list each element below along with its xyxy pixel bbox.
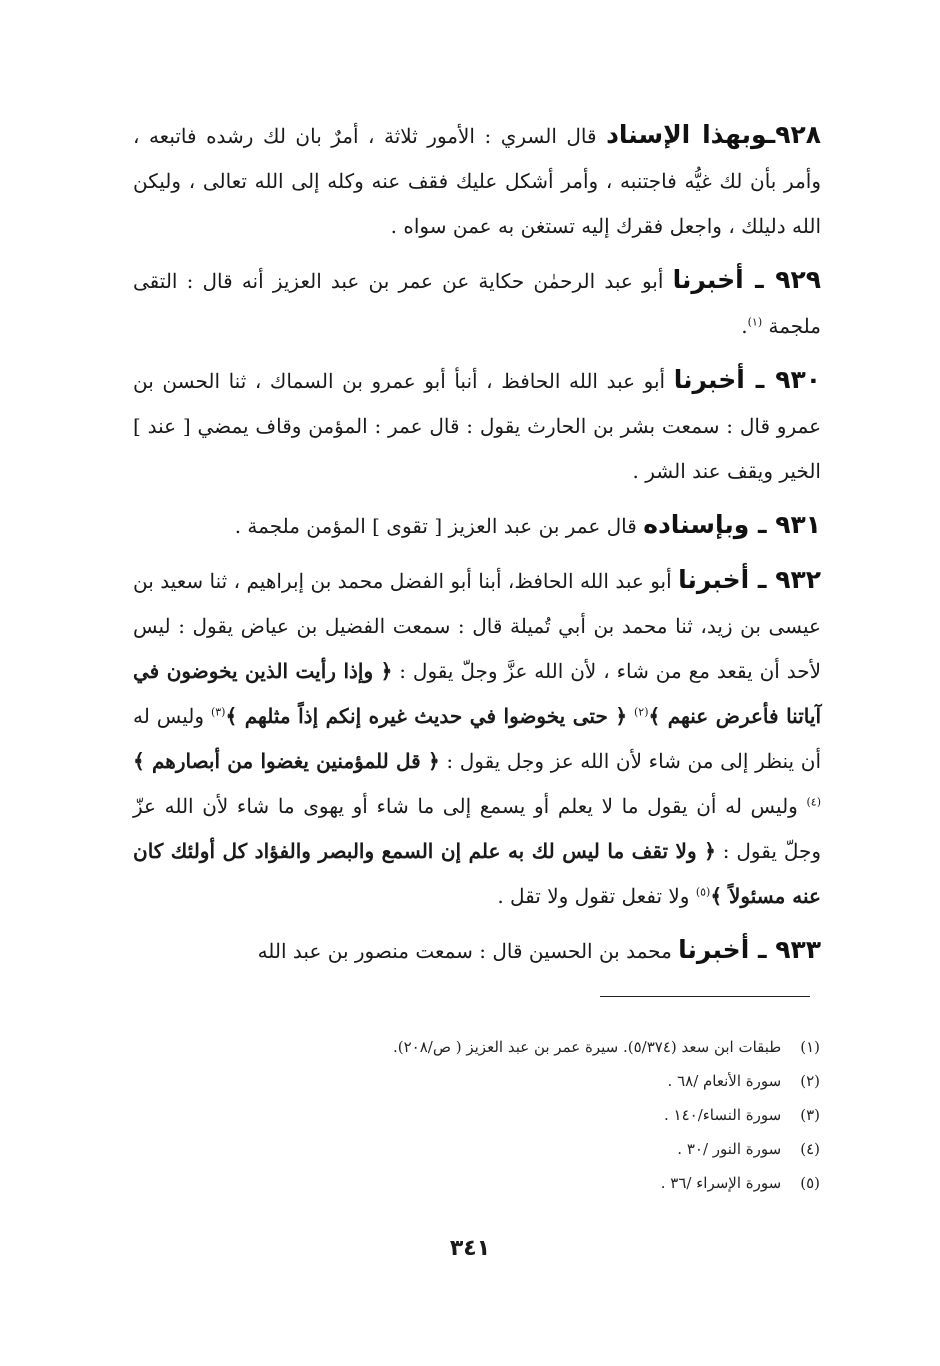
entry-heading: ٩٣٢ ـ أخبرنا <box>678 565 821 594</box>
footnote-ref: (٢) <box>633 705 649 719</box>
footnote-text: طبقات ابن سعد (٥/٣٧٤). سيرة عمر بن عبد العزيز ( ص/٢٠٨). <box>392 1038 782 1056</box>
footnote-text: سورة النساء/١٤٠ . <box>663 1106 782 1124</box>
entry-text: وليس له أن يقول ما لا يعلم أو يسمع إلى ما شاء أو يهوى ما شاء لأن الله عزّ وجلّ يقول : <box>133 794 822 863</box>
paragraph-930 <box>133 357 821 494</box>
entry-heading: ٩٢٨ـوبهذا الإسناد <box>606 120 821 149</box>
paragraph-932 <box>133 557 821 919</box>
entry-heading: ٩٣١ ـ وبإسناده <box>643 510 821 539</box>
entry-text: أبو عبد الله الحافظ، أبنا أبو الفضل محمد بن إبراهيم ، ثنا سعيد بن عيسى بن زيد، ثنا محمد بن أبي تُميلة قال : سمعت الفضيل بن عياض يقول : ليس لأحد أن يقعد مع من شاء ، لأن الله عزَّ وجلّ يقول : <box>133 569 821 683</box>
footnotes <box>300 1032 820 1202</box>
footnote-item <box>300 1066 820 1100</box>
entry-heading: ٩٣٠ ـ أخبرنا <box>673 365 821 394</box>
entry-text: وليس له أن ينظر إلى من شاء لأن الله عز وجل يقول : <box>133 704 822 773</box>
entry-text: محمد بن الحسين قال : سمعت منصور بن عبد الله <box>257 939 672 963</box>
paragraph-928 <box>133 112 821 249</box>
entry-text: أبو عبد الله الحافظ ، أنبأ أبو عمرو بن السماك ، ثنا الحسن بن عمرو قال : سمعت بشر بن الحارث يقول : قال عمر : المؤمن وقاف يمضي [ عند ] الخير ويقف عند الشر . <box>133 369 821 483</box>
entry-text: قال السري : الأمور ثلاثة ، أمرٌ بان لك رشده فاتبعه ، وأمر بأن لك غيُّه فاجتنبه ، وأمر أشكل عليك فقف عنه وكله إلى الله تعالى ، وليكن الله دليلك ، واجعل فقرك إليه تستغن به عمن سواه . <box>133 124 821 238</box>
footnote-number: (١) <box>800 1038 820 1056</box>
footnote-number: (٢) <box>800 1072 820 1090</box>
main-text <box>133 112 821 982</box>
footnote-text: سورة الإسراء /٣٦ . <box>660 1174 782 1192</box>
paragraph-933 <box>133 927 821 974</box>
footnote-text: سورة النور /٣٠ . <box>677 1140 782 1158</box>
quran-quote: ﴿ حتى يخوضوا في حديث غيره إنكم إذاً مثلهم ﴾ <box>225 704 628 728</box>
footnote-ref: (٥) <box>695 885 711 899</box>
entry-text: أبو عبد الرحمٰن حكاية عن عمر بن عبد العزيز أنه قال : التقى ملجمة <box>133 269 821 338</box>
footnote-number: (٤) <box>800 1140 820 1158</box>
entry-heading: ٩٣٣ ـ أخبرنا <box>678 935 821 964</box>
quran-quote: ﴿ قل للمؤمنين يغضوا من أبصارهم ﴾ <box>133 749 440 773</box>
paragraph-931 <box>133 502 821 549</box>
entry-heading: ٩٢٩ ـ أخبرنا <box>672 265 822 294</box>
footnote-ref: (١) <box>747 315 763 329</box>
quran-quote: ﴿ وإذا رأيت الذين يخوضون في آياتنا فأعرض عنهم ﴾ <box>133 659 821 728</box>
footnote-item <box>300 1134 820 1168</box>
footnote-number: (٣) <box>800 1106 820 1124</box>
quran-quote: ﴿ ولا تقف ما ليس لك به علم إن السمع والبصر والفؤاد كل أولئك كان عنه مسئولاً ﴾ <box>133 839 821 908</box>
footnote-item <box>300 1168 820 1202</box>
page-number: ٣٤١ <box>449 1236 491 1261</box>
footnote-divider <box>600 996 810 997</box>
footnote-text: سورة الأنعام /٦٨ . <box>667 1072 782 1090</box>
footnote-item <box>300 1100 820 1134</box>
footnote-number: (٥) <box>800 1174 820 1192</box>
footnote-item <box>300 1032 820 1066</box>
footnote-ref: (٣) <box>210 705 226 719</box>
entry-tail: . <box>741 314 748 338</box>
entry-text: ولا تفعل تقول ولا تقل . <box>497 884 690 908</box>
paragraph-929 <box>133 257 821 349</box>
entry-text: قال عمر بن عبد العزيز [ تقوى ] المؤمن ملجمة . <box>234 514 637 538</box>
footnote-ref: (٤) <box>806 795 822 809</box>
